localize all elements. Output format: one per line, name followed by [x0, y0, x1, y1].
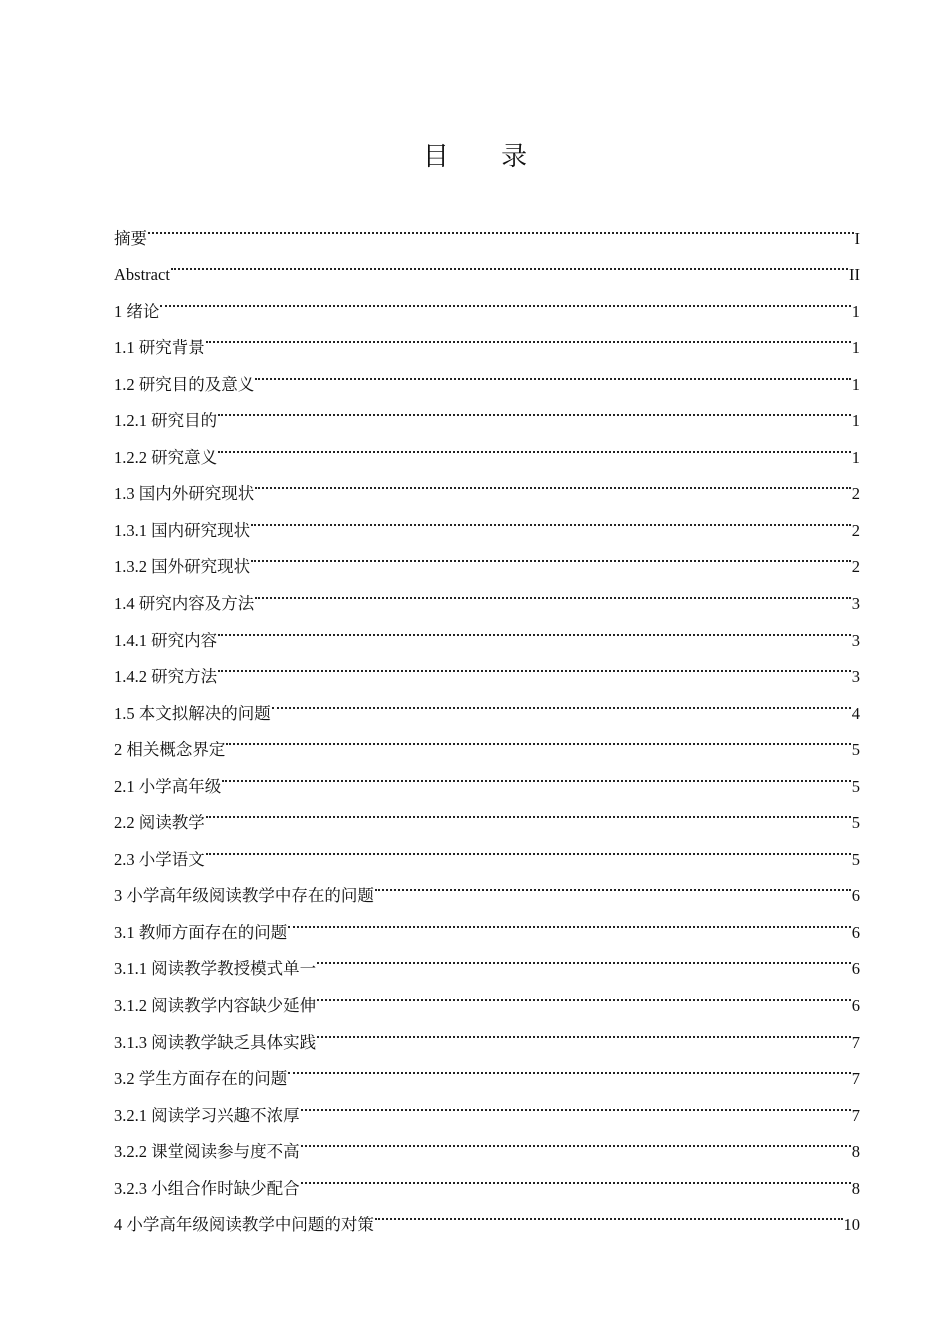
toc-entry-page-number: 1	[851, 301, 860, 321]
toc-entry-label: 3.1.1 阅读教学教授模式单一	[114, 959, 317, 979]
toc-entry[interactable]	[114, 682, 860, 723]
page-title: 目 录	[422, 142, 550, 173]
toc-entry-label: 1 绪论	[114, 301, 160, 321]
toc-entry-label: Abstract	[114, 265, 170, 285]
toc-entry-page-number: 2	[851, 484, 860, 504]
toc-dot-leader	[272, 682, 851, 719]
toc-entry-label: 3.2.1 阅读学习兴趣不浓厚	[114, 1105, 300, 1125]
toc-entry-page-number: 1	[851, 374, 860, 394]
toc-entry-page-number: 6	[851, 996, 860, 1016]
toc-entry-label: 2.3 小学语文	[114, 849, 205, 869]
toc-dot-leader	[288, 1048, 851, 1085]
toc-entry-page-number: 2	[851, 520, 860, 540]
toc-entry-label: 3.1.3 阅读教学缺乏具体实践	[114, 1032, 317, 1052]
toc-dot-leader	[206, 828, 851, 865]
toc-dot-leader	[301, 1084, 851, 1121]
toc-entry[interactable]	[114, 609, 860, 650]
toc-dot-leader	[255, 572, 851, 609]
toc-dot-leader	[206, 317, 851, 354]
toc-entry-label: 3.2 学生方面存在的问题	[114, 1069, 288, 1089]
toc-entry-page-number: I	[854, 228, 860, 248]
toc-entry-label: 1.2.1 研究目的	[114, 411, 218, 431]
toc-dot-leader	[218, 426, 851, 463]
toc-entry-page-number: 3	[851, 594, 860, 614]
toc-entry[interactable]	[114, 865, 860, 906]
toc-entry[interactable]	[114, 646, 860, 687]
toc-entry-page-number: 2	[851, 557, 860, 577]
toc-entry-label: 摘要	[114, 228, 147, 248]
table-of-contents	[114, 207, 860, 1235]
toc-dot-leader	[218, 390, 851, 427]
toc-entry-label: 1.5 本文拟解决的问题	[114, 703, 271, 723]
toc-entry-page-number: 6	[851, 886, 860, 906]
toc-dot-leader	[251, 536, 851, 573]
toc-entry-label: 1.4.2 研究方法	[114, 667, 218, 687]
toc-entry-label: 2.1 小学高年级	[114, 776, 222, 796]
toc-entry-label: 1.2 研究目的及意义	[114, 374, 255, 394]
toc-entry[interactable]	[114, 426, 860, 467]
toc-entry-page-number: 6	[851, 922, 860, 942]
toc-entry[interactable]	[114, 317, 860, 358]
toc-dot-leader	[218, 609, 851, 646]
toc-entry-page-number: 8	[851, 1178, 860, 1198]
toc-entry[interactable]	[114, 719, 860, 760]
toc-entry-label: 1.4 研究内容及方法	[114, 594, 255, 614]
toc-entry[interactable]	[114, 353, 860, 394]
toc-dot-leader	[251, 499, 851, 536]
toc-entry-page-number: 3	[851, 630, 860, 650]
toc-entry[interactable]	[114, 755, 860, 796]
toc-entry[interactable]	[114, 463, 860, 504]
toc-dot-leader	[255, 353, 851, 390]
toc-entry-page-number: 5	[851, 776, 860, 796]
toc-entry[interactable]	[114, 792, 860, 833]
toc-entry[interactable]	[114, 828, 860, 869]
toc-entry-label: 3.2.2 课堂阅读参与度不高	[114, 1142, 300, 1162]
toc-dot-leader	[218, 646, 851, 683]
toc-entry-label: 3.2.3 小组合作时缺少配合	[114, 1178, 300, 1198]
toc-entry-label: 1.3.2 国外研究现状	[114, 557, 251, 577]
toc-entry-page-number: II	[849, 265, 860, 285]
toc-dot-leader	[301, 1157, 851, 1194]
toc-entry-label: 1.3.1 国内研究现状	[114, 520, 251, 540]
toc-entry-page-number: 1	[851, 447, 860, 467]
toc-entry-label: 1.3 国内外研究现状	[114, 484, 255, 504]
toc-dot-leader	[160, 280, 850, 317]
toc-entry-page-number: 7	[851, 1069, 860, 1089]
toc-dot-leader	[222, 755, 851, 792]
toc-entry-label: 1.1 研究背景	[114, 338, 205, 358]
toc-entry-label: 1.4.1 研究内容	[114, 630, 218, 650]
toc-dot-leader	[317, 938, 851, 975]
toc-entry-label: 1.2.2 研究意义	[114, 447, 218, 467]
toc-dot-leader	[375, 1194, 843, 1231]
toc-entry-page-number: 7	[851, 1032, 860, 1052]
toc-dot-leader	[255, 463, 851, 500]
toc-entry-label: 3.1.2 阅读教学内容缺少延伸	[114, 996, 317, 1016]
toc-dot-leader	[317, 974, 851, 1011]
toc-entry-page-number: 1	[851, 411, 860, 431]
toc-entry-page-number: 6	[851, 959, 860, 979]
toc-entry-label: 2 相关概念界定	[114, 740, 226, 760]
toc-entry-label: 3 小学高年级阅读教学中存在的问题	[114, 886, 374, 906]
toc-entry-label: 2.2 阅读教学	[114, 813, 205, 833]
toc-entry[interactable]	[114, 280, 860, 321]
toc-entry-page-number: 7	[851, 1105, 860, 1125]
toc-entry-page-number: 5	[851, 740, 860, 760]
toc-entry[interactable]	[114, 390, 860, 431]
toc-entry[interactable]	[114, 244, 860, 285]
toc-dot-leader	[206, 792, 851, 829]
toc-entry-page-number: 5	[851, 813, 860, 833]
toc-entry-page-number: 10	[843, 1215, 860, 1235]
toc-entry-page-number: 1	[851, 338, 860, 358]
toc-entry-page-number: 3	[851, 667, 860, 687]
toc-dot-leader	[171, 244, 848, 281]
toc-dot-leader	[375, 865, 851, 902]
toc-entry-page-number: 8	[851, 1142, 860, 1162]
toc-dot-leader	[148, 207, 854, 244]
toc-dot-leader	[317, 1011, 851, 1048]
toc-dot-leader	[301, 1121, 851, 1158]
toc-dot-leader	[226, 719, 850, 756]
toc-dot-leader	[288, 901, 851, 938]
toc-entry-page-number: 4	[851, 703, 860, 723]
toc-entry-label: 4 小学高年级阅读教学中问题的对策	[114, 1215, 374, 1235]
toc-entry-label: 3.1 教师方面存在的问题	[114, 922, 288, 942]
toc-entry[interactable]	[114, 207, 860, 248]
toc-entry-page-number: 5	[851, 849, 860, 869]
